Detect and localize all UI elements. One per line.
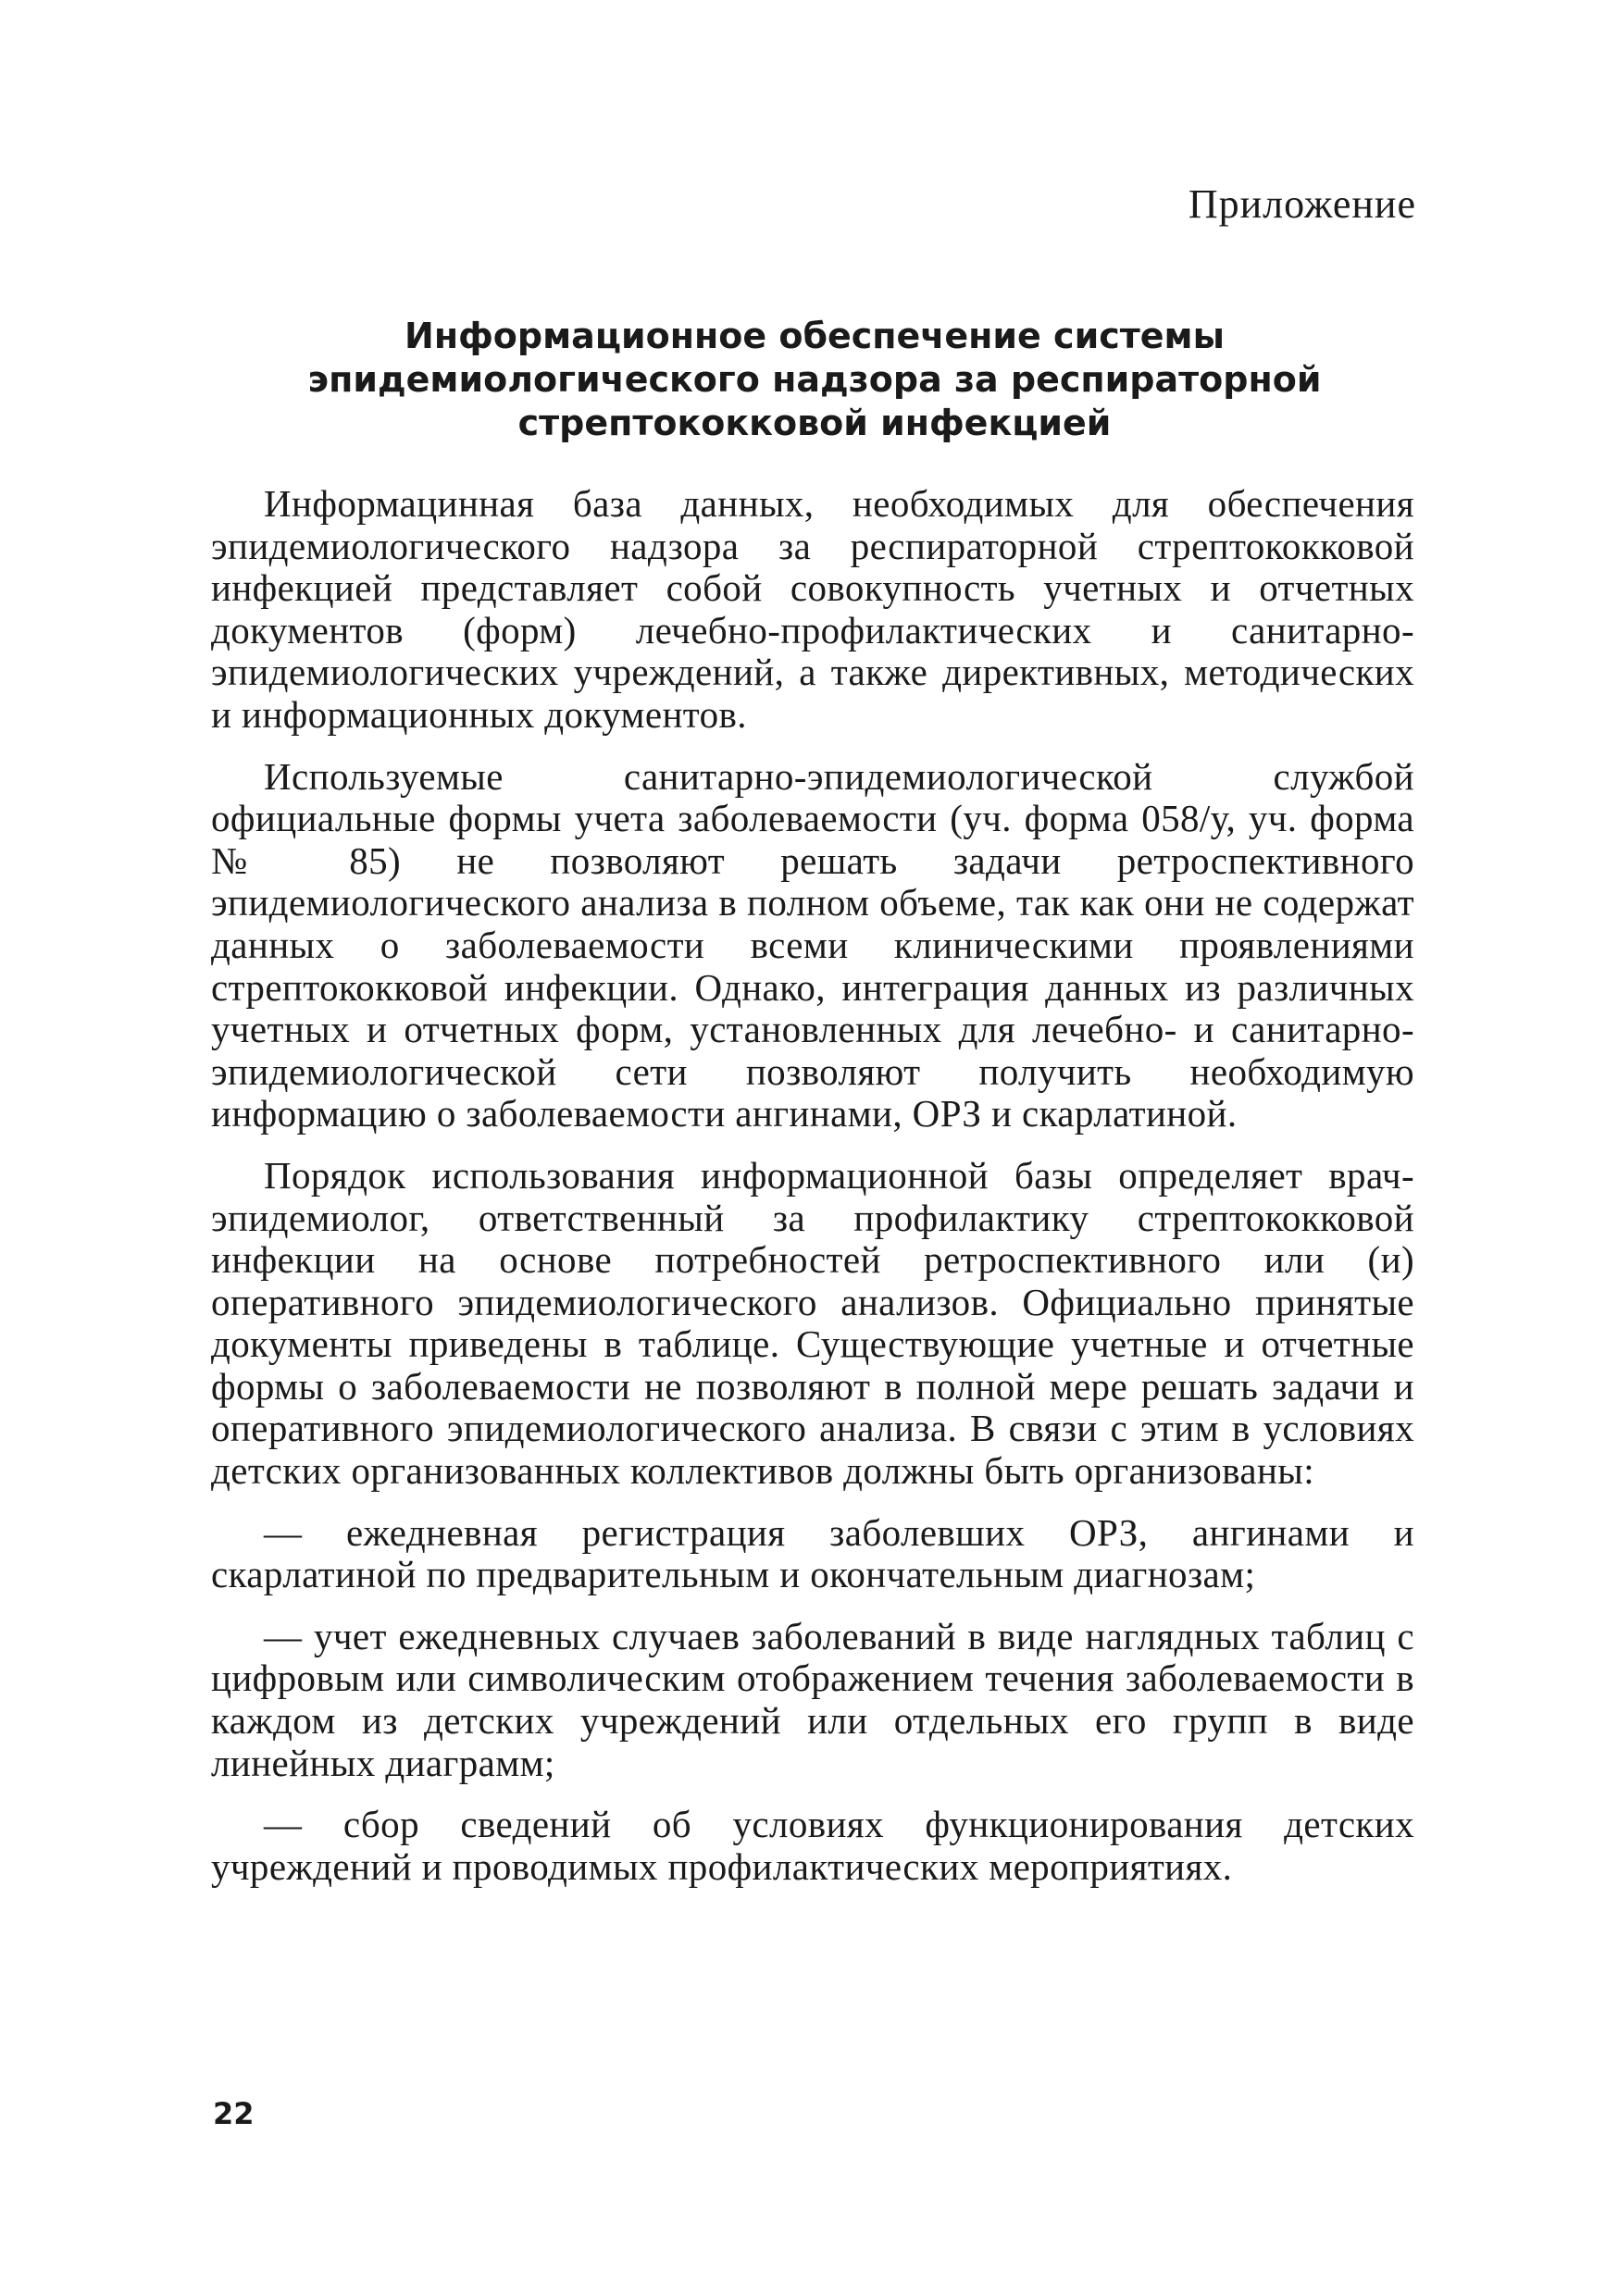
list-item-registration: — ежедневная регистрация заболевших ОРЗ, ангинами и скарлатиной по предварительным и окончательным диагнозам; (211, 1510, 1414, 1596)
title-line: Информационное обеспечение системы (404, 316, 1225, 356)
appendix-label: Приложение (1188, 181, 1416, 227)
page-number: 22 (213, 2096, 255, 2131)
list-item-accounting: — учет ежедневных случаев заболеваний в виде наглядных таблиц с цифровым или символическим отображением течения заболеваемости в каждом из детских учреждений или отдельных его групп в виде линейных диаграмм; (211, 1614, 1414, 1784)
list-item-information: — сбор сведений об условиях функционирования детских учреждений и проводимых профилактических мероприятиях. (211, 1803, 1414, 1888)
body-text (211, 483, 1414, 1907)
paragraph-intro: Информацинная база данных, необходимых для обеспечения эпидемиологического надзора за респираторной стрептококковой инфекцией представляет собой совокупность учетных и отчетных документов (форм) лечебно-профилактических и санитарно-эпидемиологических учреждений, а также директивных, методических и информационных документов. (211, 482, 1414, 736)
paragraph-procedure: Порядок использования информационной базы определяет врач-эпидемиолог, ответственный за профилактику стрептококковой инфекции на основе потребностей ретроспективного или (и) оперативного эпидемиологического анализов. Официально принятые документы приведены в таблице. Существующие учетные и отчетные формы о заболеваемости не позволяют в полной мере решать задачи и оперативного эпидемиологического анализа. В связи с этим в условиях детских организованных коллективов должны быть организованы: (211, 1153, 1414, 1493)
title-line: стрептококковой инфекцией (517, 403, 1112, 443)
paragraph-forms: Используемые санитарно-эпидемиологической службой официальные формы учета заболеваемости (уч. форма 058/у, уч. форма № 85) не позволяют решать задачи ретроспективного эпидемиологического анализа в полном объеме, так как они не содержат данных о заболеваемости всеми клиническими проявлениями стрептококковой инфекции. Однако, интеграция данных из различных учетных и отчетных форм, установленных для лечебно- и санитарно-эпидемиологической сети позволяют получить необходимую информацию о заболеваемости ангинами, ОРЗ и скарлатиной. (211, 754, 1414, 1136)
document-title (213, 315, 1416, 445)
title-line: эпидемиологического надзора за респираторной (307, 359, 1322, 400)
